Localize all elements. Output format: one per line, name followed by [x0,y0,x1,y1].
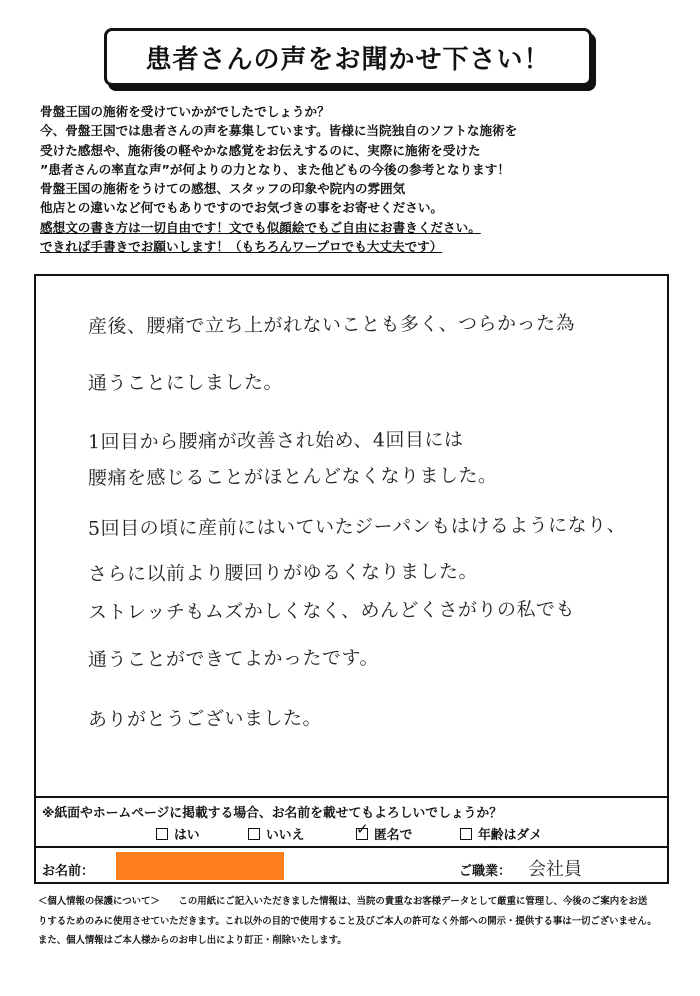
option-yes[interactable] [156,824,200,843]
option-label: はい [174,828,200,843]
checkbox[interactable] [156,828,168,840]
intro-line: 他店との違いなど何でもありですのでお気づきの事をお寄せください。 [40,200,443,216]
intro-line: ”患者さんの率直な声”が何よりの力となり、また他どもの今後の参考となります！ [40,161,510,177]
privacy-line: ＜個人情報の保護について＞ この用紙にご記入いただきました情報は、当院の貴重なお客様データとして厳重に管理し、今後のご案内をお送 [38,896,648,907]
intro-text [40,102,676,256]
option-no-age[interactable] [460,824,542,843]
name-row [36,846,667,882]
title-box [104,28,592,86]
option-label: 匿名で [374,828,413,843]
option-label: いいえ [266,828,305,843]
intro-line: 骨盤王国の施術を受けていかがでしたでしょうか？ [40,104,330,119]
testimonial-line: さらに以前より腰回りがゆるくなりました。 [87,560,479,586]
testimonial-line: 1回目から腰痛が改善され始め、4回目には [87,428,464,454]
option-no[interactable] [248,824,304,843]
privacy-line: りするためのみに使用させていただきます。これ以外の目的で使用すること及びご本人の許可なく外部への開示・提供する事は一切ございません。 [38,915,657,927]
privacy-notice [38,892,678,951]
testimonial-line: ストレッチもムズかしくなく、めんどくさがりの私でも [87,598,576,624]
testimonial-line: 通うことにしました。 [87,371,284,395]
consent-section [36,796,667,846]
page-title: 患者さんの声をお聞かせ下さい！ [145,44,551,75]
option-label: 年齢はダメ [478,828,542,843]
testimonial-line: 腰痛を感じることがほとんどなくなりました。 [87,464,498,490]
intro-line: 今、骨盤王国では患者さんの声を募集しています。皆様に当院独自のソフトな施術を [40,123,518,139]
occupation-value: 会社員 [528,859,582,880]
name-label: お名前： [42,864,95,879]
testimonial-line: 通うことができてよかったです。 [87,646,380,672]
checkbox[interactable] [248,828,260,840]
check-mark-icon: ✓ [356,819,369,838]
name-redaction [116,852,284,880]
privacy-line: また、個人情報はご本人様からのお申し出により訂正・削除いたします。 [38,935,347,946]
checkbox-checked[interactable] [356,819,369,840]
handwritten-testimonial [36,276,667,796]
intro-line: 受けた感想や、施術後の軽やかな感覚をお伝えするのに、実際に施術を受けた [40,142,481,158]
occupation-label: ご職業： [459,864,512,879]
testimonial-line: ありがとうございました。 [87,707,323,731]
intro-line: 骨盤王国の施術をうけての感想、スタッフの印象や院内の雰囲気 [40,181,406,197]
testimonial-line: 産後、腰痛で立ち上がれないことも多く、つらかった為 [87,312,576,338]
consent-question: ※紙面やホームページに掲載する場合、お名前を載せてもよろしいでしょうか？ [42,806,503,821]
feedback-form [34,274,669,884]
intro-line-underlined: できれば手書きでお願いします！（もちろんワープロでも大丈夫です） [40,239,443,255]
checkbox[interactable] [460,828,472,840]
testimonial-line: 5回目の頃に産前にはいていたジーパンもはけるようになり、 [87,514,627,540]
option-anonymous[interactable] [356,819,413,843]
intro-line-underlined: 感想文の書き方は一切自由です！文でも似顔絵でもご自由にお書きください。 [40,219,481,235]
